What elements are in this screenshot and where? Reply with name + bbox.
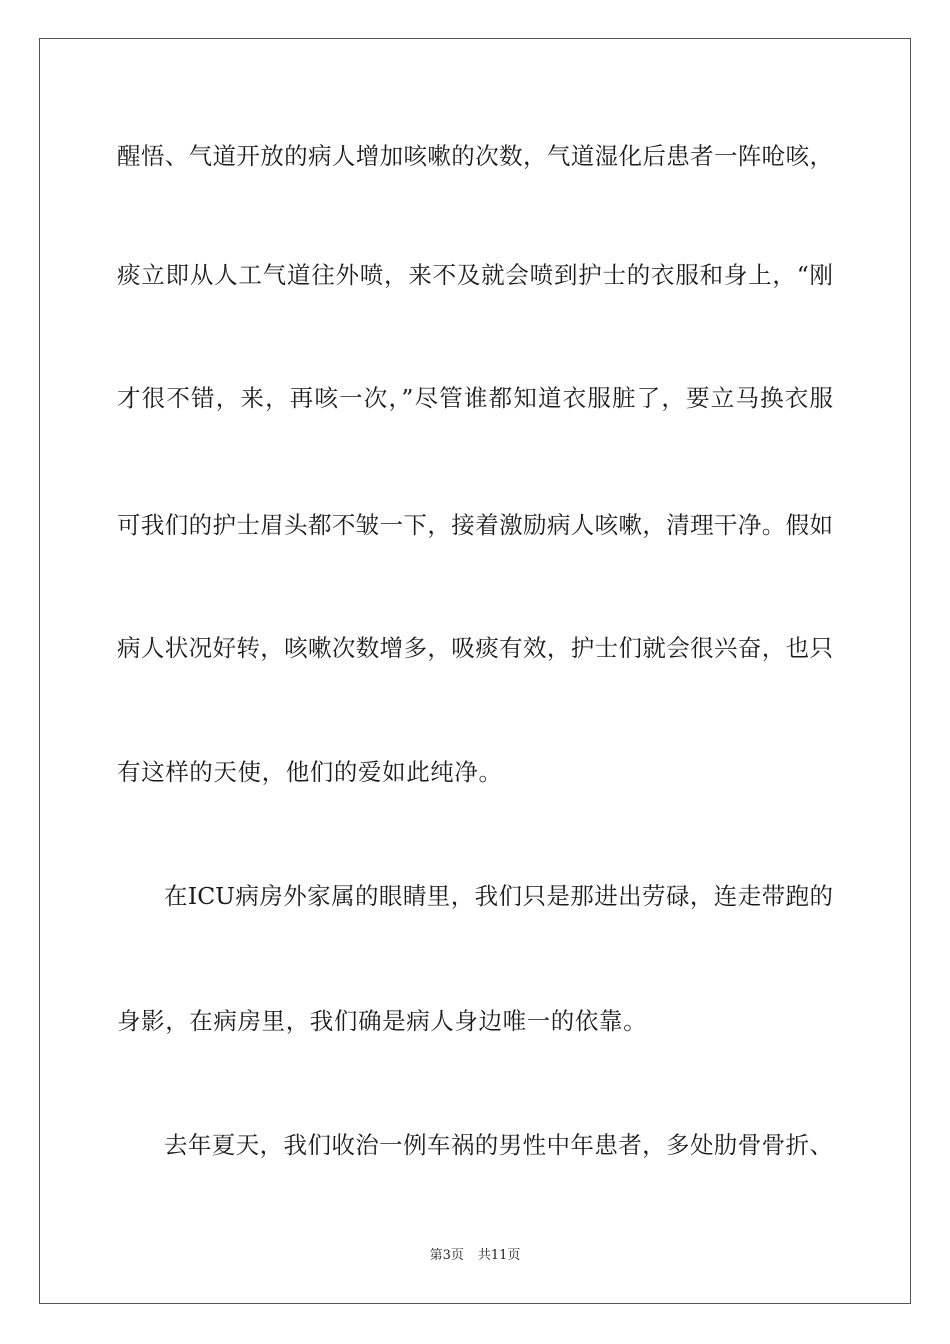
body-text-line-2: 痰立即从人工气道往外喷，来不及就会喷到护士的衣服和身上，“刚 [117,261,833,289]
body-text-line-9: 去年夏天，我们收治一例车祸的男性中年患者，多处肋骨骨折、 [164,1131,833,1159]
body-text-line-3: 才很不错，来，再咳一次，”尽管谁都知道衣服脏了，要立马换衣服 [117,384,833,412]
page-total: 共11页 [477,1248,521,1263]
body-text-line-4: 可我们的护士眉头都不皱一下，接着激励病人咳嗽，清理干净。假如 [117,511,833,539]
body-text-line-1: 醒悟、气道开放的病人增加咳嗽的次数，气道湿化后患者一阵呛咳， [117,142,833,170]
page-number: 第3页 [429,1248,464,1263]
body-text-line-5: 病人状况好转，咳嗽次数增多，吸痰有效，护士们就会很兴奋，也只 [117,634,833,662]
body-text-line-7: 在ICU病房外家属的眼睛里，我们只是那进出劳碌，连走带跑的 [164,882,833,910]
body-text-line-6: 有这样的天使，他们的爱如此纯净。 [117,758,503,786]
page-footer [0,1247,950,1265]
page-frame [39,38,911,1304]
body-text-line-8: 身影，在病房里，我们确是病人身边唯一的依靠。 [117,1007,648,1035]
